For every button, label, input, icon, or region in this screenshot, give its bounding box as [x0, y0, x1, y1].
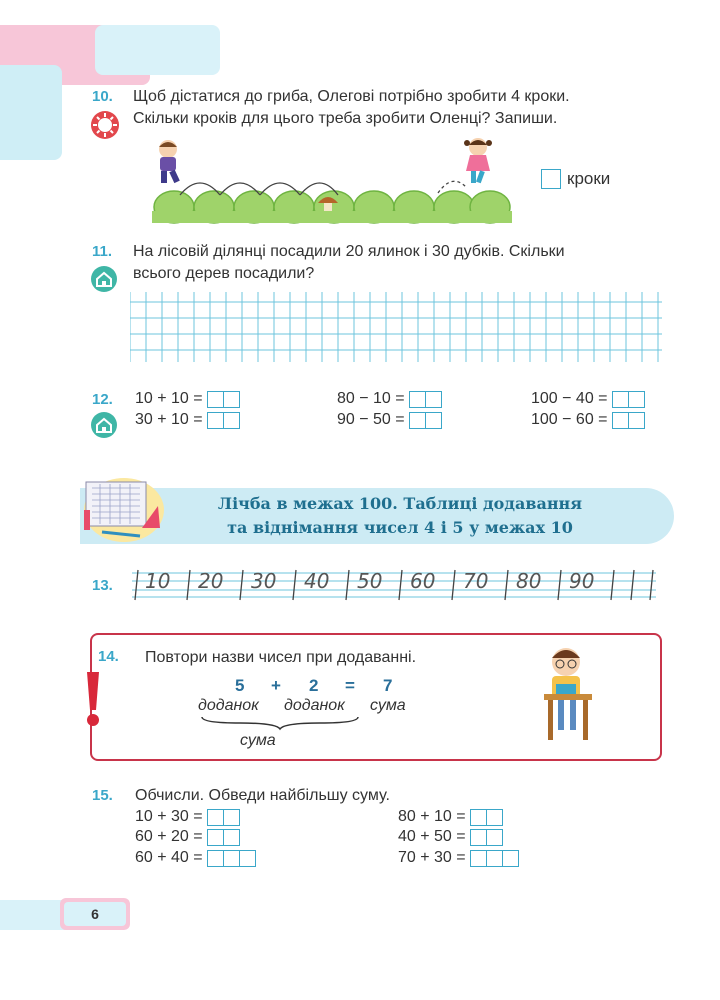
equation — [531, 390, 645, 408]
equation-text: 100 − 40 = — [531, 390, 608, 407]
task-14-number: 14. — [98, 648, 119, 665]
answer-box[interactable] — [409, 391, 426, 408]
answer-box[interactable] — [487, 809, 503, 826]
answer-box[interactable] — [487, 850, 503, 867]
answer-box[interactable] — [224, 809, 240, 826]
result: 7 — [383, 676, 393, 695]
task-11-number: 11. — [92, 243, 113, 260]
term-labels — [198, 697, 428, 717]
equation — [135, 390, 240, 408]
answer-box[interactable] — [612, 391, 629, 408]
task-10-line2: Скільки кроків для цього треба зробити Оленці? Запиши. — [133, 110, 558, 127]
equation-text: 90 − 50 = — [337, 411, 405, 428]
written-number: 20 — [198, 569, 224, 593]
steps-illustration — [140, 135, 520, 225]
equation-text: 40 + 50 = — [398, 828, 466, 845]
equation-text: 30 + 10 = — [135, 411, 203, 428]
answer-box[interactable] — [470, 829, 487, 846]
answer-box[interactable] — [629, 391, 645, 408]
term-b: 2 — [309, 676, 319, 695]
written-number: 80 — [516, 569, 542, 593]
answer-box[interactable] — [224, 829, 240, 846]
home-icon — [91, 266, 117, 292]
brace — [200, 715, 360, 736]
task-11-line1: На лісовій ділянці посадили 20 ялинок і 30 дубків. Скільки — [133, 243, 565, 260]
equation — [337, 411, 442, 429]
equation-text: 80 − 10 = — [337, 390, 405, 407]
answer-box[interactable] — [207, 850, 224, 867]
label-addend-2: доданок — [284, 697, 345, 714]
task-10-number: 10. — [92, 88, 113, 105]
written-numbers — [145, 569, 615, 599]
answer-box[interactable] — [487, 829, 503, 846]
answer-box[interactable] — [470, 809, 487, 826]
task-10-line1: Щоб дістатися до гриба, Олегові потрібно зробити 4 кроки. — [133, 88, 570, 105]
addition-example — [225, 676, 425, 698]
corner-decoration-light — [95, 25, 220, 75]
steps-answer-label: кроки — [567, 169, 611, 188]
answer-box[interactable] — [426, 412, 442, 429]
label-addend-1: доданок — [198, 697, 259, 714]
answer-box[interactable] — [224, 412, 240, 429]
task-13-number: 13. — [92, 577, 113, 594]
equation — [135, 808, 240, 826]
task-11-line2: всього дерев посадили? — [133, 265, 315, 282]
answer-box[interactable] — [503, 850, 519, 867]
equation — [398, 828, 503, 846]
student-at-desk-illustration — [528, 640, 608, 750]
answer-box[interactable] — [541, 169, 561, 189]
equation — [337, 390, 442, 408]
task-14-instruction: Повтори назви чисел при додаванні. — [145, 649, 417, 666]
equation-text: 60 + 20 = — [135, 828, 203, 845]
answer-box[interactable] — [470, 850, 487, 867]
label-sum: сума — [370, 697, 406, 714]
written-number: 90 — [569, 569, 595, 593]
answer-box[interactable] — [224, 391, 240, 408]
equation-text: 10 + 10 = — [135, 390, 203, 407]
answer-box[interactable] — [409, 412, 426, 429]
equation-text: 80 + 10 = — [398, 808, 466, 825]
equation-text: 100 − 60 = — [531, 411, 608, 428]
answer-box[interactable] — [224, 850, 240, 867]
page-number-inner — [64, 902, 126, 926]
equals-sign: = — [345, 676, 355, 695]
equation — [398, 849, 519, 867]
answer-grid[interactable] — [130, 290, 662, 370]
equation-text: 60 + 40 = — [135, 849, 203, 866]
answer-box[interactable] — [207, 829, 224, 846]
written-number: 10 — [145, 569, 171, 593]
page-number-badge — [60, 898, 130, 930]
answer-box[interactable] — [207, 412, 224, 429]
equation-text: 70 + 30 = — [398, 849, 466, 866]
written-number: 40 — [304, 569, 330, 593]
written-number: 70 — [463, 569, 489, 593]
section-title-line1: Лічба в межах 100. Таблиці додавання — [217, 494, 583, 513]
answer-box[interactable] — [426, 391, 442, 408]
exclamation-icon — [82, 668, 104, 733]
equation — [398, 808, 503, 826]
answer-box[interactable] — [240, 850, 256, 867]
corner-decoration-blue — [0, 65, 62, 160]
equation-text: 10 + 30 = — [135, 808, 203, 825]
sun-gear-icon — [90, 110, 120, 145]
task-15-instruction: Обчисли. Обведи найбільшу суму. — [135, 787, 390, 804]
plus-sign: + — [271, 676, 281, 695]
answer-box[interactable] — [207, 391, 224, 408]
answer-box[interactable] — [612, 412, 629, 429]
term-a: 5 — [235, 676, 245, 695]
equation — [135, 849, 256, 867]
task-15-number: 15. — [92, 787, 113, 804]
equation — [531, 411, 645, 429]
task-12-number: 12. — [92, 391, 113, 408]
answer-box[interactable] — [629, 412, 645, 429]
page-number: 6 — [91, 906, 99, 922]
section-title — [160, 492, 640, 540]
brace-label: сума — [240, 732, 276, 749]
section-title-line2: та віднімання чисел 4 і 5 у межах 10 — [227, 518, 573, 537]
equation — [135, 411, 240, 429]
steps-answer — [541, 168, 610, 190]
answer-box[interactable] — [207, 809, 224, 826]
equation — [135, 828, 240, 846]
written-number: 30 — [251, 569, 277, 593]
written-number: 50 — [357, 569, 383, 593]
written-number: 60 — [410, 569, 436, 593]
section-icon — [80, 470, 165, 545]
home-icon — [91, 412, 117, 438]
